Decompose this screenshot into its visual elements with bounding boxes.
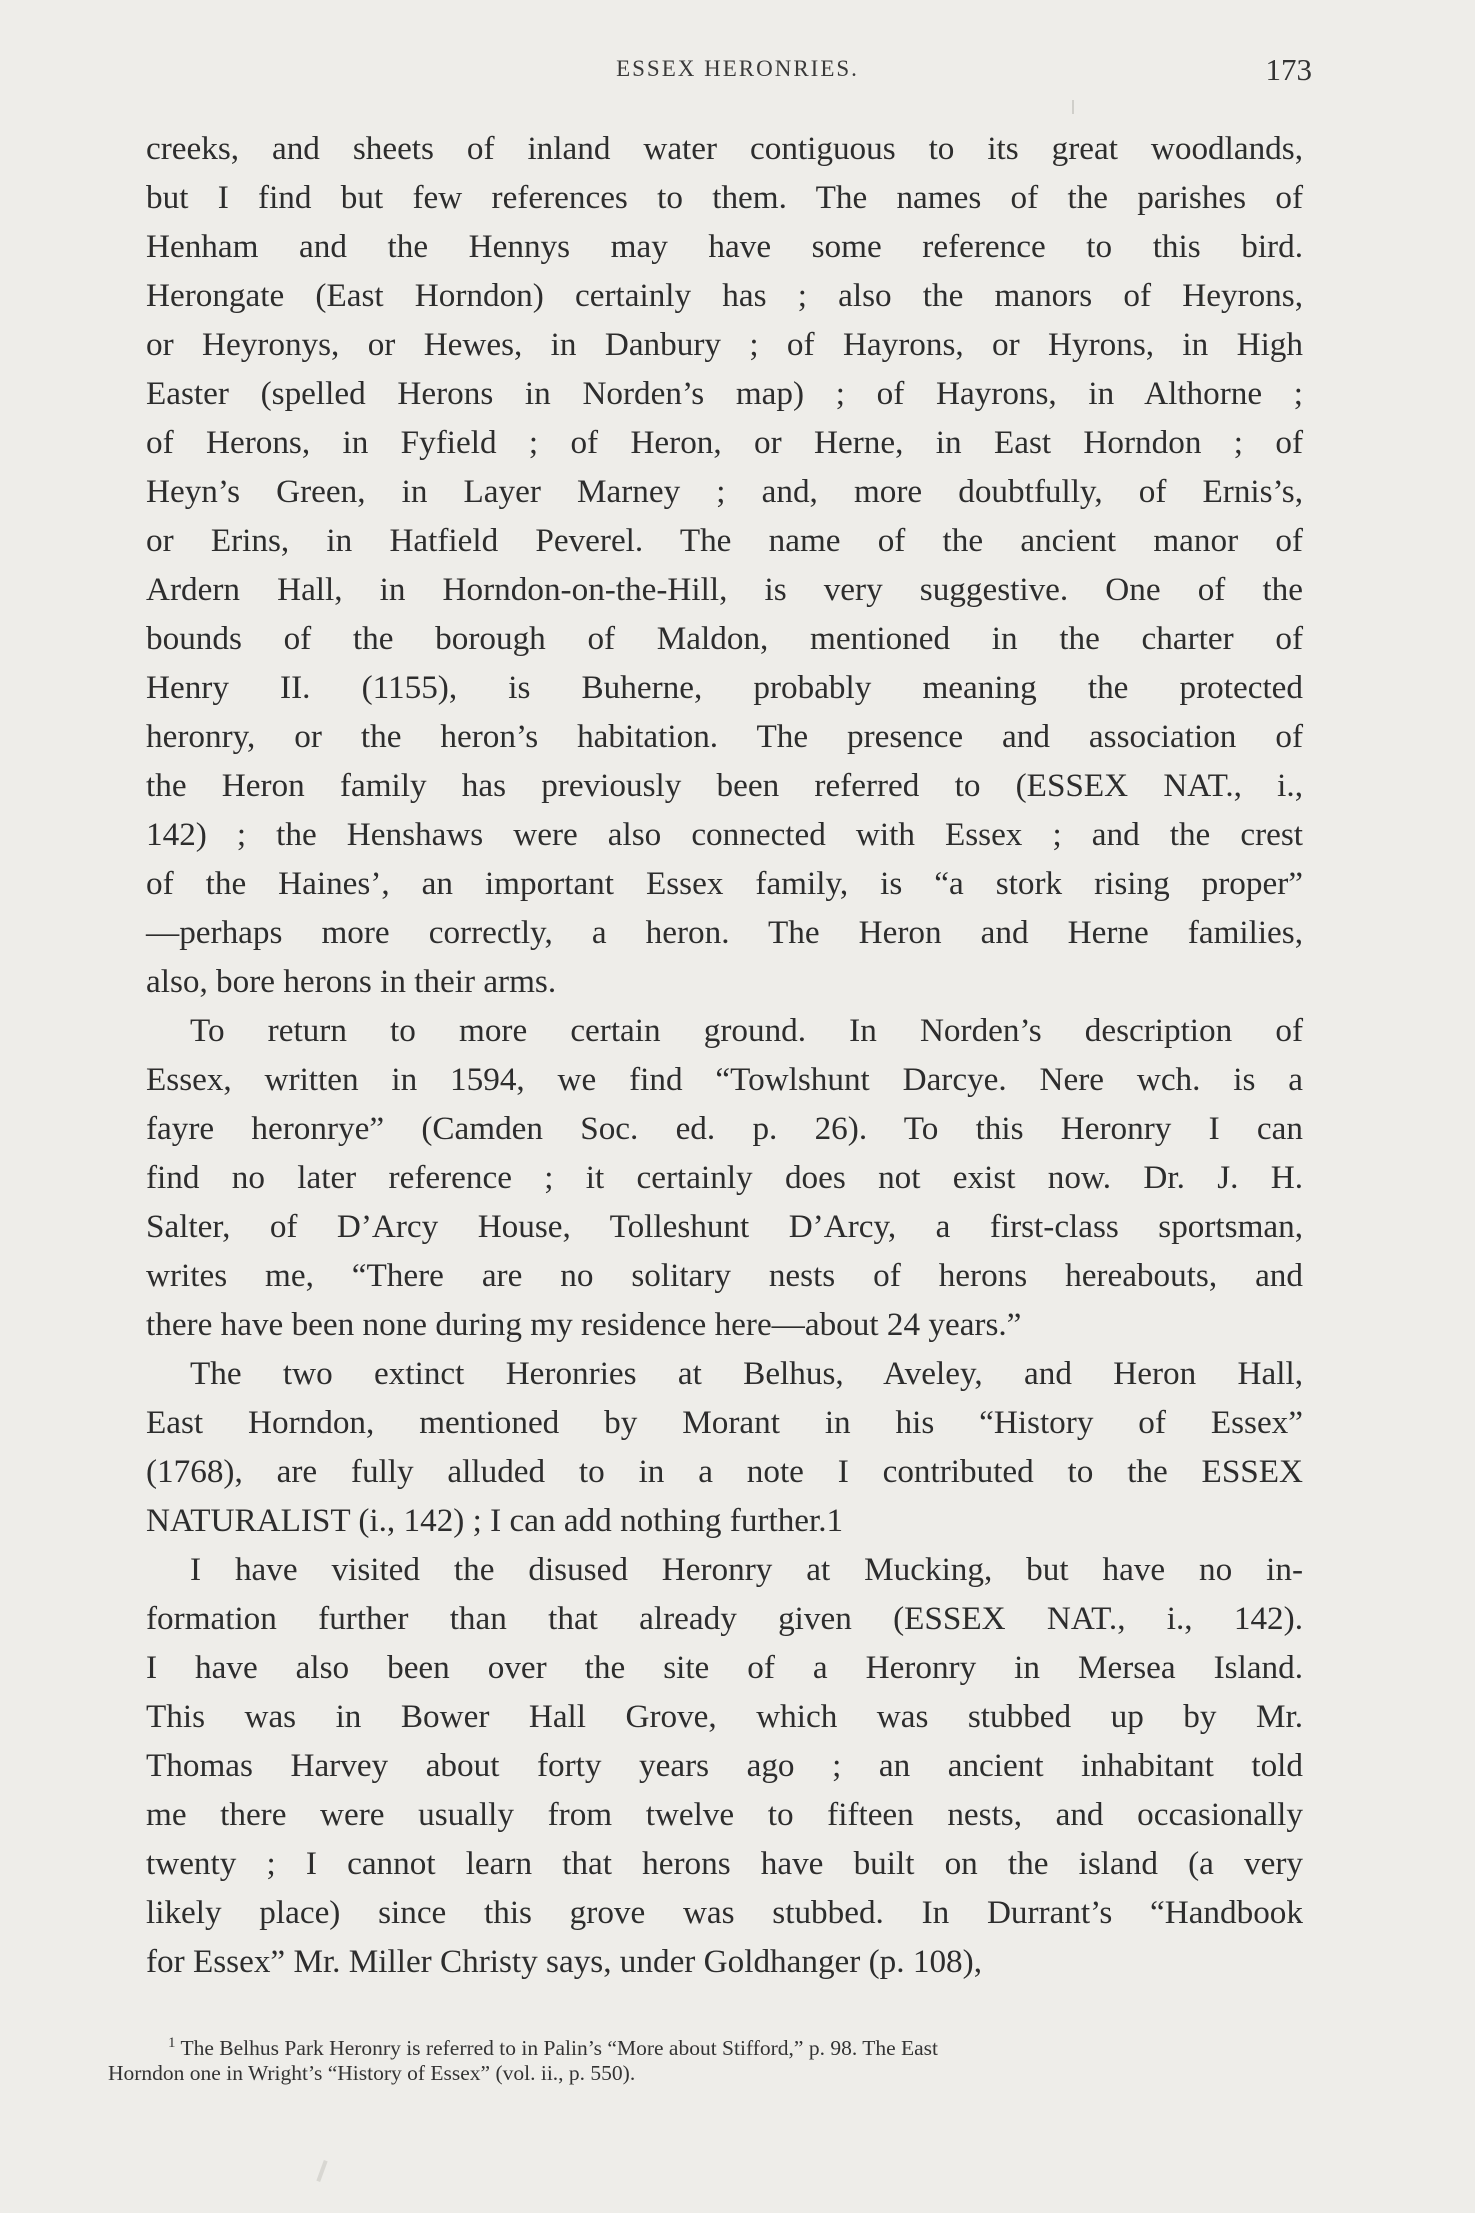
footnotes xyxy=(108,2031,1298,2086)
footnote-line: The Belhus Park Heronry is referred to in Palin’s “More about Stifford,” p. 98. The East xyxy=(180,2036,939,2061)
text-line: NATURALIST (i., 142) ; I can add nothing further.1 xyxy=(146,1502,844,1539)
text-line: This was in Bower Hall Grove, which was stubbed up by Mr. xyxy=(146,1698,1303,1735)
text-line: creeks, and sheets of inland water contiguous to its great woodlands, xyxy=(146,130,1303,167)
text-line: Essex, written in 1594, we find “Towlshunt Darcye. Nere wch. is a xyxy=(146,1061,1303,1098)
text-line: for Essex” Mr. Miller Christy says, under Goldhanger (p. 108), xyxy=(146,1943,982,1980)
text-line: of Herons, in Fyfield ; of Heron, or Herne, in East Horndon ; of xyxy=(146,424,1303,461)
text-line: The two extinct Heronries at Belhus, Aveley, and Heron Hall, xyxy=(190,1355,1303,1392)
text-line: I have visited the disused Heronry at Mucking, but have no in- xyxy=(190,1551,1303,1588)
text-line: Henham and the Hennys may have some reference to this bird. xyxy=(146,228,1303,265)
text-line: or Erins, in Hatfield Peverel. The name of the ancient manor of xyxy=(146,522,1303,559)
body-text xyxy=(146,124,1303,1986)
text-line: there have been none during my residence here—about 24 years.” xyxy=(146,1306,1022,1343)
text-line: Henry II. (1155), is Buherne, probably meaning the protected xyxy=(146,669,1303,706)
text-line: formation further than that already given (ESSEX NAT., i., 142). xyxy=(146,1600,1303,1637)
text-line: find no later reference ; it certainly does not exist now. Dr. J. H. xyxy=(146,1159,1303,1196)
text-line: To return to more certain ground. In Norden’s description of xyxy=(190,1012,1303,1049)
text-line: but I find but few references to them. The names of the parishes of xyxy=(146,179,1303,216)
text-line: also, bore herons in their arms. xyxy=(146,963,557,1000)
text-line: heronry, or the heron’s habitation. The presence and association of xyxy=(146,718,1303,755)
footnote-marker: 1 xyxy=(168,2035,176,2051)
text-line: likely place) since this grove was stubbed. In Durrant’s “Handbook xyxy=(146,1894,1303,1931)
text-line: of the Haines’, an important Essex family, is “a stork rising proper” xyxy=(146,865,1303,902)
text-line: writes me, “There are no solitary nests of herons hereabouts, and xyxy=(146,1257,1303,1294)
text-line: Ardern Hall, in Horndon-on-the-Hill, is very suggestive. One of the xyxy=(146,571,1303,608)
text-line: fayre heronrye” (Camden Soc. ed. p. 26). To this Heronry I can xyxy=(146,1110,1303,1147)
running-title: ESSEX HERONRIES. xyxy=(616,56,859,81)
text-line: bounds of the borough of Maldon, mentioned in the charter of xyxy=(146,620,1303,657)
text-line: Herongate (East Horndon) certainly has ; also the manors of Heyrons, xyxy=(146,277,1303,314)
paragraph xyxy=(146,124,1303,1006)
footnote-1 xyxy=(108,2031,1298,2086)
text-line: Easter (spelled Herons in Norden’s map) ; of Hayrons, in Althorne ; xyxy=(146,375,1303,412)
page-number: 173 xyxy=(1265,52,1312,87)
text-line: me there were usually from twelve to fifteen nests, and occasionally xyxy=(146,1796,1303,1833)
text-line: I have also been over the site of a Heronry in Mersea Island. xyxy=(146,1649,1303,1686)
text-line: twenty ; I cannot learn that herons have built on the island (a very xyxy=(146,1845,1303,1882)
text-line: or Heyronys, or Hewes, in Danbury ; of Hayrons, or Hyrons, in High xyxy=(146,326,1303,363)
paper-blemish xyxy=(316,2160,327,2182)
footnote-line: Horndon one in Wright’s “History of Essex” (vol. ii., p. 550). xyxy=(108,2061,636,2086)
running-head xyxy=(0,48,1475,88)
text-line: —perhaps more correctly, a heron. The Heron and Herne families, xyxy=(146,914,1303,951)
text-line: Thomas Harvey about forty years ago ; an ancient inhabitant told xyxy=(146,1747,1303,1784)
text-line: East Horndon, mentioned by Morant in his “History of Essex” xyxy=(146,1404,1303,1441)
paragraph xyxy=(146,1006,1303,1349)
paragraph xyxy=(146,1545,1303,1986)
text-line: Heyn’s Green, in Layer Marney ; and, more doubtfully, of Ernis’s, xyxy=(146,473,1303,510)
text-line: (1768), are fully alluded to in a note I contributed to the ESSEX xyxy=(146,1453,1303,1490)
paragraph xyxy=(146,1349,1303,1545)
text-line: Salter, of D’Arcy House, Tolleshunt D’Arcy, a first-class sportsman, xyxy=(146,1208,1303,1245)
text-line: 142) ; the Henshaws were also connected with Essex ; and the crest xyxy=(146,816,1303,853)
paper-blemish xyxy=(1072,100,1074,114)
text-line: the Heron family has previously been referred to (ESSEX NAT., i., xyxy=(146,767,1303,804)
